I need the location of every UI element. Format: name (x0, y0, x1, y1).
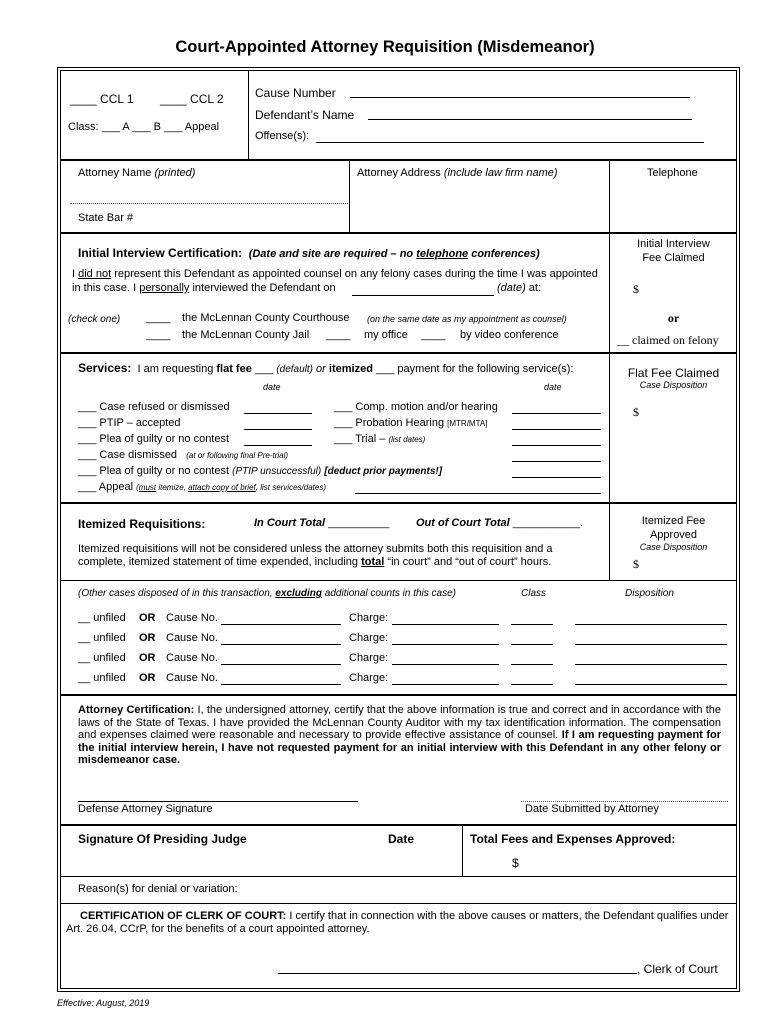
service-trial[interactable]: ___ Trial – (list dates) (334, 433, 426, 445)
flat-fee-subtitle: Case Disposition (639, 380, 708, 390)
date-submitted-label: Date Submitted by Attorney (525, 803, 659, 815)
interview-fee-dollar[interactable]: $ (633, 282, 639, 296)
total-fees-label: Total Fees and Expenses Approved: (470, 832, 676, 846)
service-case-refused[interactable]: ___ Case refused or dismissed (78, 401, 230, 413)
unfiled-checkbox[interactable]: __ unfiled (78, 612, 126, 624)
telephone-label: Telephone (647, 167, 698, 179)
disposition-field[interactable] (575, 644, 727, 645)
charge-label: Charge: (349, 652, 389, 664)
cause-no-field[interactable] (221, 664, 341, 665)
interview-date-label: (date) at: (497, 282, 542, 294)
cause-number-label: Cause Number (255, 86, 336, 100)
office-label: my office (364, 329, 408, 341)
section-divider (61, 159, 737, 161)
flat-fee-title: Flat Fee Claimed (627, 366, 720, 380)
attorney-signature-field[interactable] (78, 801, 358, 802)
class-field[interactable] (511, 644, 553, 645)
service-date-field[interactable] (244, 413, 312, 414)
interview-fee-title-1: Initial Interview (637, 238, 710, 250)
unfiled-checkbox[interactable]: __ unfiled (78, 632, 126, 644)
attorney-divider-1 (349, 161, 350, 233)
offenses-field[interactable] (316, 142, 704, 143)
section-divider (61, 824, 737, 826)
charge-field[interactable] (392, 624, 499, 625)
effective-date: Effective: August, 2019 (57, 998, 150, 1008)
jail-label: the McLennan County Jail (182, 329, 310, 341)
cause-no-field[interactable] (221, 624, 341, 625)
charge-field[interactable] (392, 644, 499, 645)
clerk-signature-label: , Clerk of Court (637, 962, 718, 976)
services-date-col-2: date (544, 382, 562, 392)
courthouse-note: (on the same date as my appointment as counsel) (367, 314, 567, 324)
section-divider (61, 876, 737, 877)
service-ptip-accepted[interactable]: ___ PTIP – accepted (78, 417, 181, 429)
office-checkbox[interactable]: ____ (326, 329, 351, 341)
section-divider (61, 580, 737, 581)
interview-heading: Initial Interview Certification: (Date and site are required – no telephone conferences) (78, 246, 540, 260)
courthouse-label: the McLennan County Courthouse (182, 312, 350, 324)
judge-divider (462, 826, 463, 877)
class-field[interactable] (511, 664, 553, 665)
service-plea-guilty[interactable]: ___ Plea of guilty or no contest (78, 433, 230, 445)
attorney-certification-text: Attorney Certification: I, the undersigned attorney, certify that the above information is true and correct and in accordance with the laws of the State of Texas. I have provided the McLennan County Auditor with my tax identification information. The compensation and expenses claimed were reasonable and necessary to provide effective assistance of counsel. If I am requesting payment for the initial interview herein, I have not requested payment for an initial interview with this Defendant in any other felony or misdemeanor case. (78, 704, 721, 766)
cause-no-label: Cause No. (166, 612, 218, 624)
other-cases-note: (Other cases disposed of in this transaction, excluding additional counts in this case) (78, 588, 456, 599)
class-field[interactable] (511, 684, 553, 685)
service-date-field[interactable] (512, 445, 601, 446)
or-label: OR (139, 612, 156, 624)
attorney-name-field[interactable] (70, 203, 348, 204)
date-submitted-field[interactable] (521, 801, 728, 802)
cause-no-label: Cause No. (166, 652, 218, 664)
service-date-field[interactable] (244, 429, 312, 430)
judge-date-label[interactable]: Date (388, 832, 415, 846)
ccl1-label[interactable]: ____ CCL 1 (70, 92, 134, 106)
section-divider (61, 694, 737, 696)
charge-field[interactable] (392, 684, 499, 685)
unfiled-checkbox[interactable]: __ unfiled (78, 652, 126, 664)
section-divider (61, 903, 737, 904)
charge-label: Charge: (349, 612, 389, 624)
header-divider (248, 71, 249, 160)
reasons-label[interactable]: Reason(s) for denial or variation: (78, 883, 238, 895)
disposition-field[interactable] (575, 664, 727, 665)
claimed-on-felony[interactable]: __ claimed on felony (617, 333, 719, 347)
state-bar-label[interactable]: State Bar # (78, 212, 134, 224)
service-date-field[interactable] (244, 445, 312, 446)
itemized-note-line-1: Itemized requisitions will not be considered unless the attorney submits both this requisition and a (78, 543, 553, 555)
class-field[interactable] (511, 624, 553, 625)
clerk-certification-text: CERTIFICATION OF CLERK OF COURT: I certify that in connection with the above causes or matters, the Defendant qualifies under Art. 26.04, CCrP, for the benefits of a court appointed attorney. (66, 910, 729, 935)
cause-no-label: Cause No. (166, 632, 218, 644)
or-label: OR (139, 632, 156, 644)
in-court-total[interactable]: In Court Total __________ (254, 517, 390, 529)
class-column-header: Class (521, 588, 547, 599)
section-divider (61, 502, 737, 504)
courthouse-checkbox[interactable]: ____ (146, 312, 171, 324)
offenses-label: Offense(s): (255, 130, 310, 142)
section-divider (61, 232, 737, 234)
or-label: OR (139, 652, 156, 664)
charge-field[interactable] (392, 664, 499, 665)
defendant-name-label: Defendant’s Name (255, 108, 355, 122)
flat-fee-dollar[interactable]: $ (633, 405, 639, 419)
or-label: OR (139, 672, 156, 684)
cause-number-field[interactable] (350, 97, 690, 98)
service-plea-unsuccessful[interactable]: ___ Plea of guilty or no contest (PTIP unsuccessful) [deduct prior payments!] (78, 465, 443, 477)
services-date-col-1: date (263, 382, 281, 392)
attorney-address-label: Attorney Address (include law firm name) (357, 167, 558, 179)
itemized-fee-title-1: Itemized Fee (641, 515, 706, 527)
judge-signature-label[interactable]: Signature Of Presiding Judge (78, 832, 247, 846)
interview-line-2: in this case. I personally interviewed the Defendant on (72, 282, 336, 294)
itemized-fee-dollar[interactable]: $ (633, 557, 639, 571)
service-comp-motion[interactable]: ___ Comp. motion and/or hearing (334, 401, 498, 413)
jail-checkbox[interactable]: ____ (146, 329, 171, 341)
video-checkbox[interactable]: ____ (421, 329, 446, 341)
disposition-field[interactable] (575, 624, 727, 625)
unfiled-checkbox[interactable]: __ unfiled (78, 672, 126, 684)
section-divider (61, 352, 737, 354)
interview-line-1: I did not represent this Defendant as appointed counsel on any felony cases during the time I was appointed (72, 268, 598, 280)
service-probation-hearing[interactable]: ___ Probation Hearing [MTR/MTA] (334, 417, 488, 429)
disposition-field[interactable] (575, 684, 727, 685)
service-date-field[interactable] (512, 461, 601, 462)
defendant-name-field[interactable] (368, 119, 692, 120)
attorney-name-label: Attorney Name (printed) (78, 167, 196, 179)
total-fees-dollar[interactable]: $ (512, 856, 519, 870)
service-date-field[interactable] (512, 477, 601, 478)
disposition-column-header: Disposition (625, 588, 674, 599)
attorney-signature-label: Defense Attorney Signature (78, 803, 213, 815)
interview-or: or (667, 311, 680, 325)
page-title: Court-Appointed Attorney Requisition (Misdemeanor) (175, 38, 595, 56)
itemized-fee-subtitle: Case Disposition (639, 542, 708, 552)
attorney-divider-2 (609, 161, 610, 233)
out-of-court-total[interactable]: Out of Court Total ___________. (416, 517, 584, 529)
service-case-dismissed[interactable]: ___ Case dismissed (at or following final Pre-trial) (78, 449, 289, 461)
appeal-field[interactable] (355, 493, 601, 494)
clerk-signature-field[interactable] (278, 973, 637, 974)
itemized-fee-title-2: Approved (649, 529, 698, 541)
itemized-note-line-2: complete, itemized statement of time expended, including total “in court” and “out of court” hours. (78, 556, 552, 568)
cause-no-field[interactable] (221, 644, 341, 645)
video-label: by video conference (460, 329, 559, 341)
cause-no-label: Cause No. (166, 672, 218, 684)
itemized-heading: Itemized Requisitions: (78, 517, 206, 531)
interview-date-field[interactable] (352, 295, 494, 296)
ccl2-label[interactable]: ____ CCL 2 (160, 92, 224, 106)
check-one-label: (check one) (68, 314, 121, 325)
service-appeal[interactable]: ___ Appeal (must itemize, attach copy of brief, list services/dates) (78, 481, 326, 493)
cause-no-field[interactable] (221, 684, 341, 685)
interview-fee-title-2: Fee Claimed (642, 252, 705, 264)
class-row[interactable]: Class: ___ A ___ B ___ Appeal (68, 121, 220, 133)
services-heading-line: Services: I am requesting flat fee ___ (default) or itemized ___ payment for the following service(s): (78, 361, 574, 375)
charge-label: Charge: (349, 632, 389, 644)
service-date-field[interactable] (512, 429, 601, 430)
service-date-field[interactable] (512, 413, 601, 414)
charge-label: Charge: (349, 672, 389, 684)
